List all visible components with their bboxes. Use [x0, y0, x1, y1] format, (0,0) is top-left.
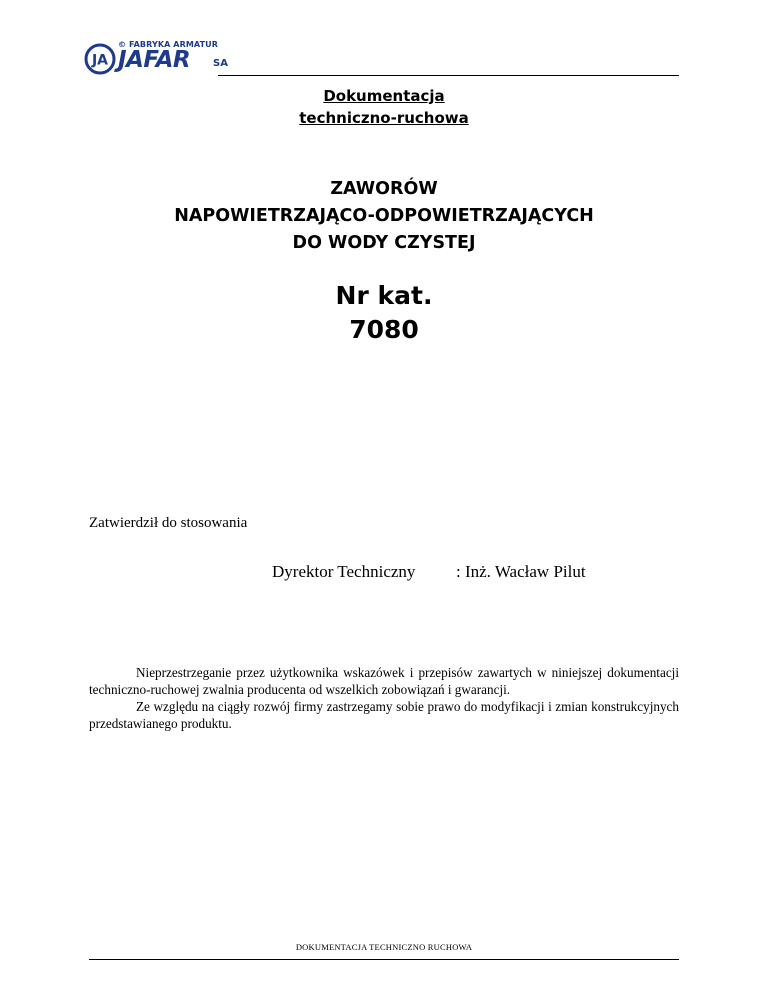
title-line2: NAPOWIETRZAJĄCO-ODPOWIETRZAJĄCYCH [174, 206, 594, 226]
catalog-number: 7080 [349, 315, 419, 344]
approval-text: Zatwierdził do stosowania [89, 515, 248, 531]
notice-paragraph-modifications: Ze względu na ciągły rozwój firmy zastrzegamy sobie prawo do modyfikacji i zmian konstrukcyjnych przedstawianego produktu. [89, 699, 679, 731]
director-role: Dyrektor Techniczny [272, 562, 416, 581]
footer-divider [89, 959, 679, 960]
doc-heading-line1: Dokumentacja [323, 87, 445, 105]
notice-block [89, 664, 679, 732]
footer-text: DOKUMENTACJA TECHNICZNO RUCHOWA [295, 942, 473, 952]
logo-brand-suffix: SA [213, 58, 228, 69]
notice-paragraph-warranty: Nieprzestrzeganie przez użytkownika wskazówek i przepisów zawartych w niniejszej dokumentacji techniczno-ruchowej zwalnia producenta od wszelkich zobowiązań i gwarancji. [89, 665, 679, 697]
title-line1: ZAWORÓW [330, 179, 438, 199]
header-divider [218, 75, 679, 76]
doc-heading-line2: techniczno-ruchowa [299, 109, 469, 127]
logo-mark-text: JA [91, 52, 109, 69]
director-name: : Inż. Wacław Pilut [456, 562, 586, 581]
company-logo [84, 40, 244, 80]
logo-tagline: © FABRYKA ARMATUR [118, 40, 219, 49]
catalog-label: Nr kat. [335, 281, 433, 310]
title-line3: DO WODY CZYSTEJ [292, 233, 476, 253]
logo-brand-name: JAFAR [118, 47, 191, 73]
jafar-logo-mark-icon [84, 43, 116, 75]
